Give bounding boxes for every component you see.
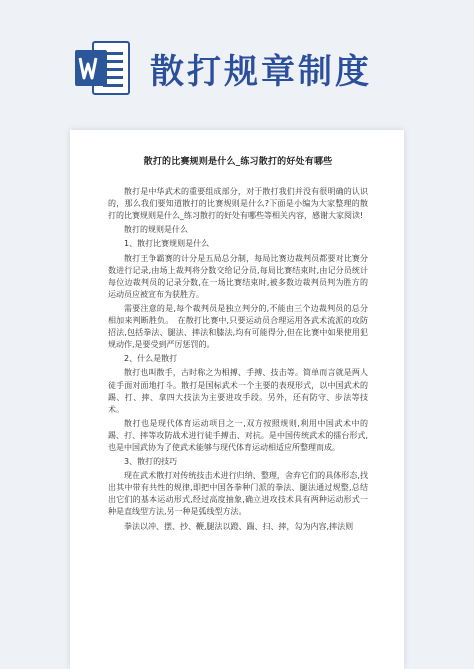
paragraph: 需要注意的是,每个裁判员是独立判分的,不能由三个边裁判员的总分相加来判断胜负。 在散打比赛中,只要运动员合理运用各武术流派的攻防招法,包括拳法、腿法、摔法和膝法,均有可能得分,但在比赛中如果使用犯规动作,是要受到严厉惩罚的。 <box>108 303 368 350</box>
subsection-heading: 2、什么是散打 <box>124 354 178 364</box>
article-title: 散打的比赛规则是什么_练习散打的好处有哪些 <box>143 157 333 167</box>
document-title: 散打规章制度 <box>150 52 372 92</box>
document-page <box>70 130 404 669</box>
paragraph: 散打是中华武术的重要组成部分，对于散打我们并没有很明确的认识的，那么我们要知道散打的比赛规则是什么?下面是小编为大家整理的散打的比赛规则是什么_练习散打的好处有哪些等相关内容，感谢大家阅读! <box>108 187 368 221</box>
paragraph: 拳法以冲、摆、抄、鞭,腿法以蹬、踹、扫、摔，勾为内容,摔法则 <box>124 521 354 531</box>
subsection-heading: 3、散打的技巧 <box>124 457 178 467</box>
header-banner <box>0 0 474 130</box>
section-heading: 散打的规则是什么 <box>124 225 188 235</box>
document-body <box>108 156 368 535</box>
subsection-heading: 1、散打比赛规则是什么 <box>124 239 210 249</box>
paragraph: 现在武术散打对传统技击术进行归纳、整理，舍弃它们的具体形态,找出其中带有共性的规律,即把中国各拳种门派的拳法、腿法通过规整,总结出它们的基本运动形式,经过高度抽象,确立进攻技术具有两种运动形式一种是直线型方法,另一种是弧线型方法。 <box>108 471 368 517</box>
paragraph: 散打也叫散手，古时称之为相搏、手搏、技击等。简单而言就是两人徒手面对面地打斗。散打是国标武术一个主要的表现形式，以中国武术的踢、打、摔、拿四大技法为主要进攻手段。另外，还有防守、步法等技术。 <box>108 368 368 414</box>
paragraph: 散打也是现代体育运动项目之一,双方按照规则,利用中国武术中的踢、打、摔等攻防战术进行徒手搏击、对抗。是中国传统武术的擂台形式,也是中国武协为了使武术能够与现代体育运动相适应所整理而成。 <box>108 418 368 452</box>
word-document-icon <box>73 40 131 96</box>
paragraph: 散打王争霸赛的计分是五局总分制，每局比赛边裁判员都要对比赛分数进行记录,由场上裁判将分数交给记分员,每局比赛结束时,由记分员统计每位边裁判员的记录分数,在一场比赛结束时,被多数边裁判员判为胜方的运动员应被宣布为获胜方。 <box>108 253 368 299</box>
